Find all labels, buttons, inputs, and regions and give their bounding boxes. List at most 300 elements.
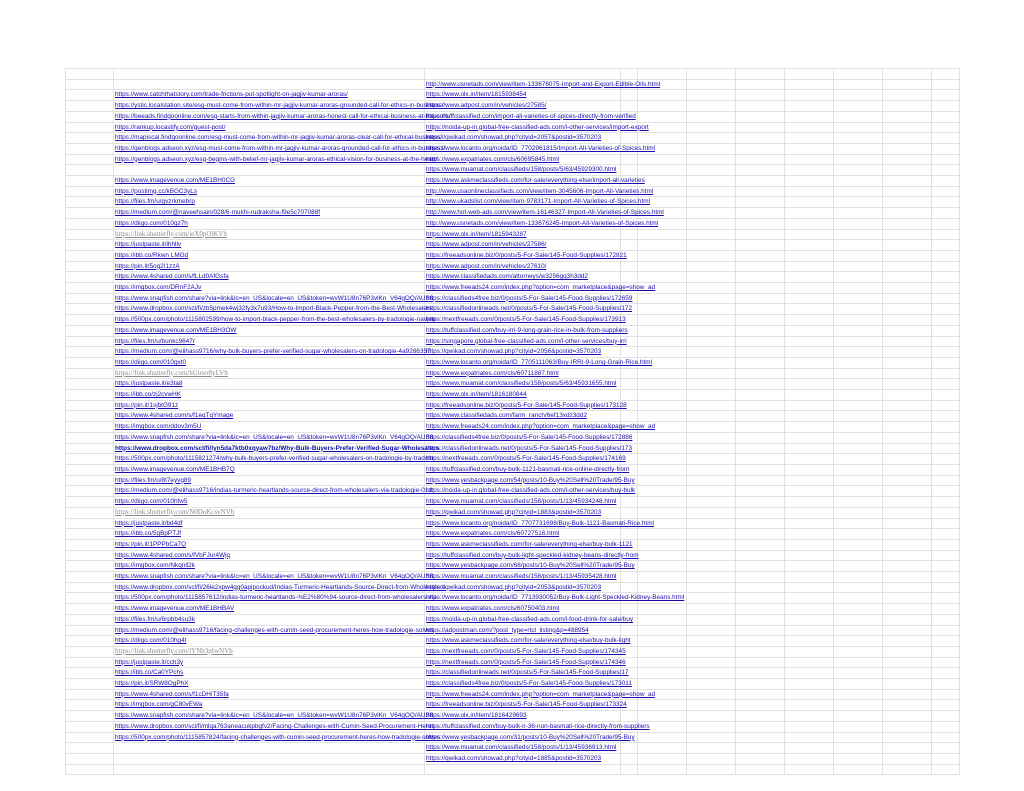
sheet-cell[interactable] xyxy=(834,646,883,657)
sheet-cell[interactable] xyxy=(621,240,638,251)
sheet-cell[interactable] xyxy=(687,593,736,604)
sheet-cell[interactable] xyxy=(932,732,960,743)
sheet-cell[interactable] xyxy=(114,176,425,187)
sheet-cell[interactable] xyxy=(785,689,834,700)
sheet-cell[interactable] xyxy=(834,197,883,208)
sheet-cell[interactable] xyxy=(736,668,785,679)
resource-link[interactable]: https://files.fm/u/bunkc9647r xyxy=(115,337,195,345)
sheet-cell[interactable] xyxy=(66,143,114,154)
sheet-cell[interactable] xyxy=(785,368,834,379)
sheet-cell[interactable] xyxy=(114,443,440,454)
sheet-cell[interactable] xyxy=(932,250,960,261)
resource-link[interactable]: https://500px.com/photo/1115857824/facing-challenges-with-cumin-seed-procurement-heres-how-tradologie-solves xyxy=(115,733,441,741)
sheet-cell[interactable] xyxy=(834,497,883,508)
sheet-cell[interactable] xyxy=(687,336,736,347)
sheet-cell[interactable] xyxy=(834,250,883,261)
sheet-cell[interactable] xyxy=(687,368,736,379)
sheet-cell[interactable] xyxy=(638,475,687,486)
sheet-cell[interactable] xyxy=(66,497,114,508)
sheet-cell[interactable] xyxy=(687,668,736,679)
sheet-cell[interactable] xyxy=(621,529,638,540)
sheet-cell[interactable] xyxy=(834,465,883,476)
sheet-cell[interactable] xyxy=(66,743,114,754)
sheet-cell[interactable] xyxy=(114,347,431,358)
sheet-cell[interactable] xyxy=(883,550,932,561)
sheet-cell[interactable] xyxy=(834,133,883,144)
sheet-cell[interactable] xyxy=(114,272,425,283)
sheet-cell[interactable] xyxy=(785,165,834,176)
sheet-cell[interactable] xyxy=(785,764,834,775)
resource-link[interactable]: https://imgbox.com/DRnF2AJv xyxy=(115,284,202,292)
sheet-cell[interactable] xyxy=(932,443,960,454)
sheet-cell[interactable] xyxy=(687,561,736,572)
sheet-cell[interactable] xyxy=(114,79,425,90)
sheet-cell[interactable] xyxy=(932,764,960,775)
sheet-cell[interactable] xyxy=(638,743,687,754)
sheet-cell[interactable] xyxy=(785,122,834,133)
sheet-cell[interactable] xyxy=(932,432,960,443)
sheet-cell[interactable] xyxy=(66,133,114,144)
sheet-cell[interactable] xyxy=(932,539,960,550)
sheet-cell[interactable] xyxy=(66,186,114,197)
sheet-cell[interactable] xyxy=(883,443,932,454)
sheet-cell[interactable] xyxy=(638,90,687,101)
sheet-cell[interactable] xyxy=(687,176,736,187)
listing-link[interactable]: https://www.olx.in/item/1816429693 xyxy=(426,712,527,720)
sheet-cell[interactable] xyxy=(736,646,785,657)
sheet-cell[interactable] xyxy=(736,229,785,240)
sheet-cell[interactable] xyxy=(621,368,638,379)
resource-link[interactable]: https://500px.com/photo/1115821274/why-bulk-buyers-prefer-verified-sugar-wholesalers-on-tradologie-by-tradolo xyxy=(115,455,434,463)
resource-link[interactable]: https://www.4shared.com/s/f1eqTqYmage xyxy=(115,412,234,420)
sheet-cell[interactable] xyxy=(66,529,114,540)
sheet-cell[interactable] xyxy=(66,240,114,251)
sheet-cell[interactable] xyxy=(687,529,736,540)
sheet-cell[interactable] xyxy=(687,101,736,112)
sheet-cell[interactable] xyxy=(687,432,736,443)
sheet-cell[interactable] xyxy=(66,721,114,732)
sheet-cell[interactable] xyxy=(638,539,687,550)
sheet-cell[interactable] xyxy=(883,111,932,122)
sheet-cell[interactable] xyxy=(785,261,834,272)
listing-link[interactable]: https://tuffclassified.com/import-all-varieties-of-spices-directly-from-verified xyxy=(426,112,636,120)
sheet-cell[interactable] xyxy=(932,165,960,176)
sheet-cell[interactable] xyxy=(66,732,114,743)
sheet-cell[interactable] xyxy=(638,711,687,722)
sheet-cell[interactable] xyxy=(425,154,621,165)
sheet-cell[interactable] xyxy=(638,261,687,272)
sheet-cell[interactable] xyxy=(736,518,785,529)
sheet-cell[interactable] xyxy=(66,293,114,304)
sheet-cell[interactable] xyxy=(736,625,785,636)
listing-link[interactable]: https://www.adpost.com/in/vehicles/27585/ xyxy=(426,102,547,110)
sheet-cell[interactable] xyxy=(687,625,736,636)
sheet-cell[interactable] xyxy=(932,240,960,251)
sheet-cell[interactable] xyxy=(425,497,621,508)
resource-link[interactable]: https://beeads.findgoonline.com/esg-starts-from-within-jagjiv-kumar-aroras-honest-call-for-ethical-business-at-the-core/ xyxy=(115,112,451,120)
listing-link[interactable]: https://freeadsonline.biz/0/posts/5-For-Sale/145-Food-Supplies/173128 xyxy=(426,401,627,409)
sheet-cell[interactable] xyxy=(785,208,834,219)
sheet-cell[interactable] xyxy=(114,711,434,722)
sheet-cell[interactable] xyxy=(66,507,114,518)
sheet-cell[interactable] xyxy=(114,240,425,251)
resource-link[interactable]: https://ibb.co/Rkwn LMGd xyxy=(115,251,189,259)
sheet-cell[interactable] xyxy=(66,411,114,422)
sheet-cell[interactable] xyxy=(638,176,687,187)
sheet-cell[interactable] xyxy=(932,197,960,208)
sheet-cell[interactable] xyxy=(66,422,114,433)
sheet-cell[interactable] xyxy=(932,315,960,326)
sheet-cell[interactable] xyxy=(834,186,883,197)
sheet-cell[interactable] xyxy=(834,668,883,679)
sheet-cell[interactable] xyxy=(114,743,425,754)
sheet-cell[interactable] xyxy=(687,122,736,133)
sheet-cell[interactable] xyxy=(687,165,736,176)
sheet-cell[interactable] xyxy=(425,657,626,668)
sheet-cell[interactable] xyxy=(932,101,960,112)
sheet-cell[interactable] xyxy=(932,390,960,401)
sheet-cell[interactable] xyxy=(883,529,932,540)
sheet-cell[interactable] xyxy=(638,240,687,251)
sheet-cell[interactable] xyxy=(883,347,932,358)
resource-link[interactable]: https://link.shutterfly.com/ieX0pOlKVb xyxy=(115,229,227,238)
sheet-cell[interactable] xyxy=(785,539,834,550)
sheet-cell[interactable] xyxy=(834,122,883,133)
sheet-cell[interactable] xyxy=(66,368,114,379)
resource-link[interactable]: https://genblogs.adseon.xyz/esg-begins-with-belief-mr-jagjiv-kumar-aroras-ethical-vision-for-business-at-the-heart/ xyxy=(115,155,438,163)
sheet-cell[interactable] xyxy=(638,507,687,518)
sheet-cell[interactable] xyxy=(932,411,960,422)
sheet-cell[interactable] xyxy=(621,572,638,583)
sheet-cell[interactable] xyxy=(785,186,834,197)
resource-link[interactable]: https://link.shutterfly.com/hUuwr8yLVb xyxy=(115,368,228,377)
sheet-cell[interactable] xyxy=(883,261,932,272)
sheet-cell[interactable] xyxy=(932,111,960,122)
sheet-cell[interactable] xyxy=(114,582,446,593)
sheet-cell[interactable] xyxy=(736,486,785,497)
sheet-cell[interactable] xyxy=(736,165,785,176)
sheet-cell[interactable] xyxy=(883,700,932,711)
sheet-cell[interactable] xyxy=(736,272,785,283)
sheet-cell[interactable] xyxy=(687,293,736,304)
sheet-cell[interactable] xyxy=(883,507,932,518)
sheet-cell[interactable] xyxy=(425,582,621,593)
sheet-cell[interactable] xyxy=(425,218,659,229)
sheet-cell[interactable] xyxy=(66,432,114,443)
listing-link[interactable]: https://www.freeads24.com/index.php?option=com_marketplace&page=show_ad xyxy=(426,423,656,431)
sheet-cell[interactable] xyxy=(687,582,736,593)
sheet-cell[interactable] xyxy=(785,69,834,80)
sheet-cell[interactable] xyxy=(883,636,932,647)
sheet-cell[interactable] xyxy=(736,176,785,187)
listing-link[interactable]: https://www.muamat.com/classifieds/158/posts/5/63/45931655.html xyxy=(426,380,617,388)
sheet-cell[interactable] xyxy=(883,143,932,154)
sheet-cell[interactable] xyxy=(785,486,834,497)
sheet-cell[interactable] xyxy=(785,422,834,433)
resource-link[interactable]: https://www.imagevenue.com/ME1BHB7Q xyxy=(115,466,235,473)
sheet-cell[interactable] xyxy=(883,582,932,593)
sheet-cell[interactable] xyxy=(66,176,114,187)
sheet-cell[interactable] xyxy=(932,572,960,583)
sheet-cell[interactable] xyxy=(834,69,883,80)
sheet-cell[interactable] xyxy=(425,732,635,743)
sheet-cell[interactable] xyxy=(883,79,932,90)
sheet-cell[interactable] xyxy=(932,133,960,144)
sheet-cell[interactable] xyxy=(932,679,960,690)
sheet-cell[interactable] xyxy=(736,689,785,700)
listing-link[interactable]: https://nextfreeads.com/0/posts/5-For-Sale/145-Food-Supplies/174345 xyxy=(426,647,626,655)
sheet-cell[interactable] xyxy=(66,539,114,550)
sheet-cell[interactable] xyxy=(66,550,114,561)
sheet-cell[interactable] xyxy=(932,154,960,165)
sheet-cell[interactable] xyxy=(883,293,932,304)
sheet-cell[interactable] xyxy=(687,304,736,315)
sheet-cell[interactable] xyxy=(66,711,114,722)
sheet-cell[interactable] xyxy=(932,604,960,615)
sheet-cell[interactable] xyxy=(785,293,834,304)
sheet-cell[interactable] xyxy=(834,721,883,732)
sheet-cell[interactable] xyxy=(425,689,656,700)
sheet-cell[interactable] xyxy=(785,390,834,401)
sheet-cell[interactable] xyxy=(425,465,630,476)
sheet-cell[interactable] xyxy=(621,154,638,165)
sheet-cell[interactable] xyxy=(736,186,785,197)
sheet-cell[interactable] xyxy=(834,454,883,465)
sheet-cell[interactable] xyxy=(736,432,785,443)
listing-link[interactable]: https://www.muamat.com/classifieds/158/posts/1/13/45935428.html xyxy=(426,573,617,581)
sheet-cell[interactable] xyxy=(638,646,687,657)
listing-link[interactable]: https://tuffclassified.com/buy-bulk-1121-basmati-rice-online-directly-from xyxy=(426,466,630,473)
sheet-cell[interactable] xyxy=(425,336,627,347)
sheet-cell[interactable] xyxy=(834,101,883,112)
sheet-cell[interactable] xyxy=(114,197,425,208)
sheet-cell[interactable] xyxy=(114,315,436,326)
sheet-cell[interactable] xyxy=(785,454,834,465)
sheet-cell[interactable] xyxy=(785,529,834,540)
sheet-cell[interactable] xyxy=(736,507,785,518)
sheet-cell[interactable] xyxy=(687,465,736,476)
sheet-cell[interactable] xyxy=(736,443,785,454)
sheet-cell[interactable] xyxy=(785,711,834,722)
listing-link[interactable]: https://www.classifiedads.com/attorneys/w3256gq3h3dd2 xyxy=(426,273,588,281)
resource-link[interactable]: https://genblogs.adseon.xyz/esg-must-come-from-within-mr-jagjiv-kumar-aroras-grounded-call-for-ethics-in-business/ xyxy=(115,144,446,152)
resource-link[interactable]: https://medium.com/@elihass9716/facing-challenges-with-cumin-seed-procurement-heres-how-tradologie-solves xyxy=(115,626,434,634)
sheet-cell[interactable] xyxy=(785,700,834,711)
sheet-cell[interactable] xyxy=(621,743,638,754)
sheet-cell[interactable] xyxy=(932,283,960,294)
sheet-cell[interactable] xyxy=(834,357,883,368)
sheet-cell[interactable] xyxy=(932,69,960,80)
sheet-cell[interactable] xyxy=(687,154,736,165)
sheet-cell[interactable] xyxy=(638,550,687,561)
sheet-cell[interactable] xyxy=(785,753,834,764)
sheet-cell[interactable] xyxy=(114,646,425,657)
sheet-cell[interactable] xyxy=(621,711,638,722)
sheet-cell[interactable] xyxy=(785,465,834,476)
sheet-cell[interactable] xyxy=(785,721,834,732)
listing-link[interactable]: https://www.adpost.com/in/vehicles/27610/ xyxy=(426,262,547,270)
sheet-cell[interactable] xyxy=(736,101,785,112)
sheet-cell[interactable] xyxy=(425,604,621,615)
sheet-cell[interactable] xyxy=(883,368,932,379)
sheet-cell[interactable] xyxy=(638,111,687,122)
sheet-cell[interactable] xyxy=(638,668,687,679)
sheet-cell[interactable] xyxy=(66,668,114,679)
sheet-cell[interactable] xyxy=(932,186,960,197)
sheet-cell[interactable] xyxy=(687,250,736,261)
sheet-cell[interactable] xyxy=(66,229,114,240)
resource-link[interactable]: https://www.imagevenue.com/ME1BH3OW xyxy=(115,326,237,334)
sheet-cell[interactable] xyxy=(425,411,621,422)
resource-link[interactable]: https://500px.com/photo/1115857612/indias-turmeric-heartlands-%E2%80%94-source-direct-from-wholesalers-via xyxy=(115,594,437,602)
resource-link[interactable]: https://ibb.co/Ca0YPchs xyxy=(115,669,184,677)
sheet-cell[interactable] xyxy=(425,250,627,261)
sheet-cell[interactable] xyxy=(114,411,425,422)
sheet-cell[interactable] xyxy=(114,465,425,476)
sheet-cell[interactable] xyxy=(687,743,736,754)
listing-link[interactable]: https://www.locanto.org/noida/ID_7713930052/Buy-Bulk-Light-Speckled-Kidney-Beans.html xyxy=(426,594,685,602)
listing-link[interactable]: https://www.classifiedads.com/farm_ranch/6ef13xdz3dd2 xyxy=(426,412,587,420)
sheet-cell[interactable] xyxy=(638,465,687,476)
sheet-cell[interactable] xyxy=(883,614,932,625)
sheet-cell[interactable] xyxy=(687,379,736,390)
resource-link[interactable]: https://justpaste.it/cch3y xyxy=(115,658,184,666)
sheet-cell[interactable] xyxy=(883,721,932,732)
resource-link[interactable]: https://medium.com/@elihass9716/indias-turmeric-heartlands-source-direct-from-wholesalers-via-tradologie-01d xyxy=(115,487,432,495)
sheet-cell[interactable] xyxy=(621,347,638,358)
sheet-cell[interactable] xyxy=(638,368,687,379)
sheet-cell[interactable] xyxy=(66,454,114,465)
sheet-cell[interactable] xyxy=(66,261,114,272)
listing-link[interactable]: https://adpostman.com/?post_type=rtcl_listing&p=488954 xyxy=(426,626,589,634)
sheet-cell[interactable] xyxy=(736,582,785,593)
sheet-cell[interactable] xyxy=(66,283,114,294)
sheet-cell[interactable] xyxy=(932,400,960,411)
sheet-cell[interactable] xyxy=(638,133,687,144)
sheet-cell[interactable] xyxy=(883,315,932,326)
sheet-cell[interactable] xyxy=(834,625,883,636)
sheet-cell[interactable] xyxy=(66,325,114,336)
sheet-cell[interactable] xyxy=(425,101,621,112)
sheet-cell[interactable] xyxy=(114,143,446,154)
listing-link[interactable]: https://nextfreeads.com/0/posts/5-For-Sale/145-Food-Supplies/174346 xyxy=(426,658,626,666)
sheet-cell[interactable] xyxy=(687,475,736,486)
sheet-cell[interactable] xyxy=(425,593,685,604)
sheet-cell[interactable] xyxy=(932,304,960,315)
sheet-cell[interactable] xyxy=(932,336,960,347)
sheet-cell[interactable] xyxy=(736,539,785,550)
sheet-cell[interactable] xyxy=(66,753,114,764)
sheet-cell[interactable] xyxy=(687,400,736,411)
sheet-cell[interactable] xyxy=(834,550,883,561)
listing-link[interactable]: https://classifieds4free.biz/0/posts/5-For-Sale/145-Food-Supplies/173011 xyxy=(426,680,632,688)
sheet-cell[interactable] xyxy=(425,143,655,154)
sheet-cell[interactable] xyxy=(736,411,785,422)
sheet-cell[interactable] xyxy=(66,572,114,583)
sheet-cell[interactable] xyxy=(425,721,650,732)
sheet-cell[interactable] xyxy=(883,764,932,775)
sheet-cell[interactable] xyxy=(932,422,960,433)
sheet-cell[interactable] xyxy=(834,636,883,647)
resource-link[interactable]: https://diigo.com/010hfw5 xyxy=(115,498,188,506)
sheet-cell[interactable] xyxy=(66,593,114,604)
sheet-cell[interactable] xyxy=(638,497,687,508)
sheet-cell[interactable] xyxy=(883,133,932,144)
sheet-cell[interactable] xyxy=(932,753,960,764)
sheet-cell[interactable] xyxy=(883,186,932,197)
sheet-cell[interactable] xyxy=(834,753,883,764)
sheet-cell[interactable] xyxy=(785,636,834,647)
sheet-cell[interactable] xyxy=(834,582,883,593)
sheet-cell[interactable] xyxy=(425,186,654,197)
sheet-cell[interactable] xyxy=(883,69,932,80)
sheet-cell[interactable] xyxy=(785,572,834,583)
sheet-cell[interactable] xyxy=(425,636,631,647)
sheet-cell[interactable] xyxy=(114,186,425,197)
sheet-cell[interactable] xyxy=(883,475,932,486)
sheet-cell[interactable] xyxy=(687,614,736,625)
sheet-cell[interactable] xyxy=(621,272,638,283)
sheet-cell[interactable] xyxy=(425,315,626,326)
sheet-cell[interactable] xyxy=(883,122,932,133)
listing-link[interactable]: https://classifieds4free.biz/0/posts/5-For-Sale/145-Food-Supplies/172886 xyxy=(426,433,633,441)
sheet-cell[interactable] xyxy=(621,582,638,593)
sheet-cell[interactable] xyxy=(932,293,960,304)
sheet-cell[interactable] xyxy=(834,261,883,272)
sheet-cell[interactable] xyxy=(66,646,114,657)
sheet-cell[interactable] xyxy=(736,400,785,411)
listing-link[interactable]: https://www.locanto.org/noida/ID_7702961815/Import-All-Varieties-of-Spices.html xyxy=(426,144,655,152)
sheet-cell[interactable] xyxy=(834,572,883,583)
sheet-cell[interactable] xyxy=(425,432,633,443)
sheet-cell[interactable] xyxy=(883,743,932,754)
listing-link[interactable]: https://qwikad.com/showad.php?cityid=2056&postid=3570203 xyxy=(426,348,602,356)
sheet-cell[interactable] xyxy=(425,454,626,465)
sheet-cell[interactable] xyxy=(638,700,687,711)
sheet-cell[interactable] xyxy=(932,122,960,133)
sheet-cell[interactable] xyxy=(114,518,425,529)
sheet-cell[interactable] xyxy=(834,411,883,422)
resource-link[interactable]: https://files.fm/u/8t7eyvg89 xyxy=(115,476,192,484)
sheet-cell[interactable] xyxy=(834,165,883,176)
sheet-cell[interactable] xyxy=(114,283,425,294)
sheet-cell[interactable] xyxy=(66,347,114,358)
sheet-cell[interactable] xyxy=(736,529,785,540)
sheet-cell[interactable] xyxy=(883,336,932,347)
sheet-cell[interactable] xyxy=(687,721,736,732)
sheet-cell[interactable] xyxy=(621,69,638,80)
sheet-cell[interactable] xyxy=(425,390,621,401)
sheet-cell[interactable] xyxy=(785,101,834,112)
sheet-cell[interactable] xyxy=(66,465,114,476)
sheet-cell[interactable] xyxy=(883,625,932,636)
resource-link[interactable]: https://www.4shared.com/s/fLLd0AfGsfa xyxy=(115,273,229,281)
sheet-cell[interactable] xyxy=(425,357,653,368)
sheet-cell[interactable] xyxy=(785,625,834,636)
sheet-cell[interactable] xyxy=(736,208,785,219)
sheet-cell[interactable] xyxy=(638,529,687,540)
sheet-cell[interactable] xyxy=(834,240,883,251)
resource-link[interactable]: https://justpaste.it/ihhllv xyxy=(115,241,182,249)
sheet-cell[interactable] xyxy=(621,497,638,508)
sheet-cell[interactable] xyxy=(932,379,960,390)
sheet-cell[interactable] xyxy=(736,79,785,90)
sheet-cell[interactable] xyxy=(638,454,687,465)
sheet-cell[interactable] xyxy=(834,561,883,572)
sheet-cell[interactable] xyxy=(834,368,883,379)
sheet-cell[interactable] xyxy=(785,336,834,347)
listing-link[interactable]: https://www.freeads24.com/index.php?option=com_marketplace&page=show_ad xyxy=(426,690,656,698)
